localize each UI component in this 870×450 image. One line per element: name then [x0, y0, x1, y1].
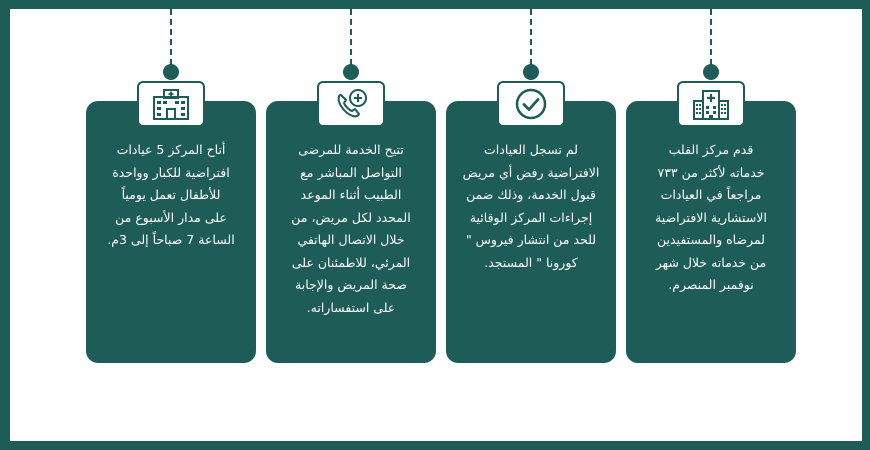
clinic-building-icon	[137, 81, 205, 127]
phone-medical-icon	[317, 81, 385, 127]
connector-line	[710, 9, 712, 65]
connector-dot	[523, 64, 539, 80]
connector-line	[350, 9, 352, 65]
card-text: تتيح الخدمة للمرضى التواصل المباشر مع الطبيب أثناء الموعد المحدد لكل مريض، من خلال الاتصال الهاتفي المرئي، للاطمئنان على صحة المريض والإجابة على استفساراته.	[291, 142, 411, 315]
connector-dot	[163, 64, 179, 80]
card-body	[266, 101, 436, 363]
card-body	[86, 101, 256, 363]
card-body	[446, 101, 616, 363]
card-text: أتاح المركز 5 عيادات افتراضية للكبار وواحدة للأطفال تعمل يومياً على مدار الأسبوع من الساعة 7 صباحاً إلى 3م.	[107, 142, 235, 247]
info-card-phone	[266, 9, 436, 365]
connector-dot	[703, 64, 719, 80]
card-body	[626, 101, 796, 363]
card-text: قدم مركز القلب خدماته لأكثر من ٧٣٣ مراجعاً في العيادات الاستشارية الافتراضية لمرضاه والمستفيدين من خدماته خلال شهر نوفمبر المنصرم.	[655, 142, 767, 292]
connector-line	[170, 9, 172, 65]
info-card-check	[446, 9, 616, 365]
info-card-clinic	[86, 9, 256, 365]
hospital-building-icon	[677, 81, 745, 127]
card-text: لم تسجل العيادات الافتراضية رفض أي مريض قبول الخدمة، وذلك ضمن إجراءات المركز الوقائية للحد من انتشار فيروس " كورونا " المستجد.	[462, 142, 600, 270]
connector-line	[530, 9, 532, 65]
info-card-hospital	[626, 9, 796, 365]
connector-dot	[343, 64, 359, 80]
check-circle-icon	[497, 81, 565, 127]
infographic-frame	[10, 9, 862, 441]
